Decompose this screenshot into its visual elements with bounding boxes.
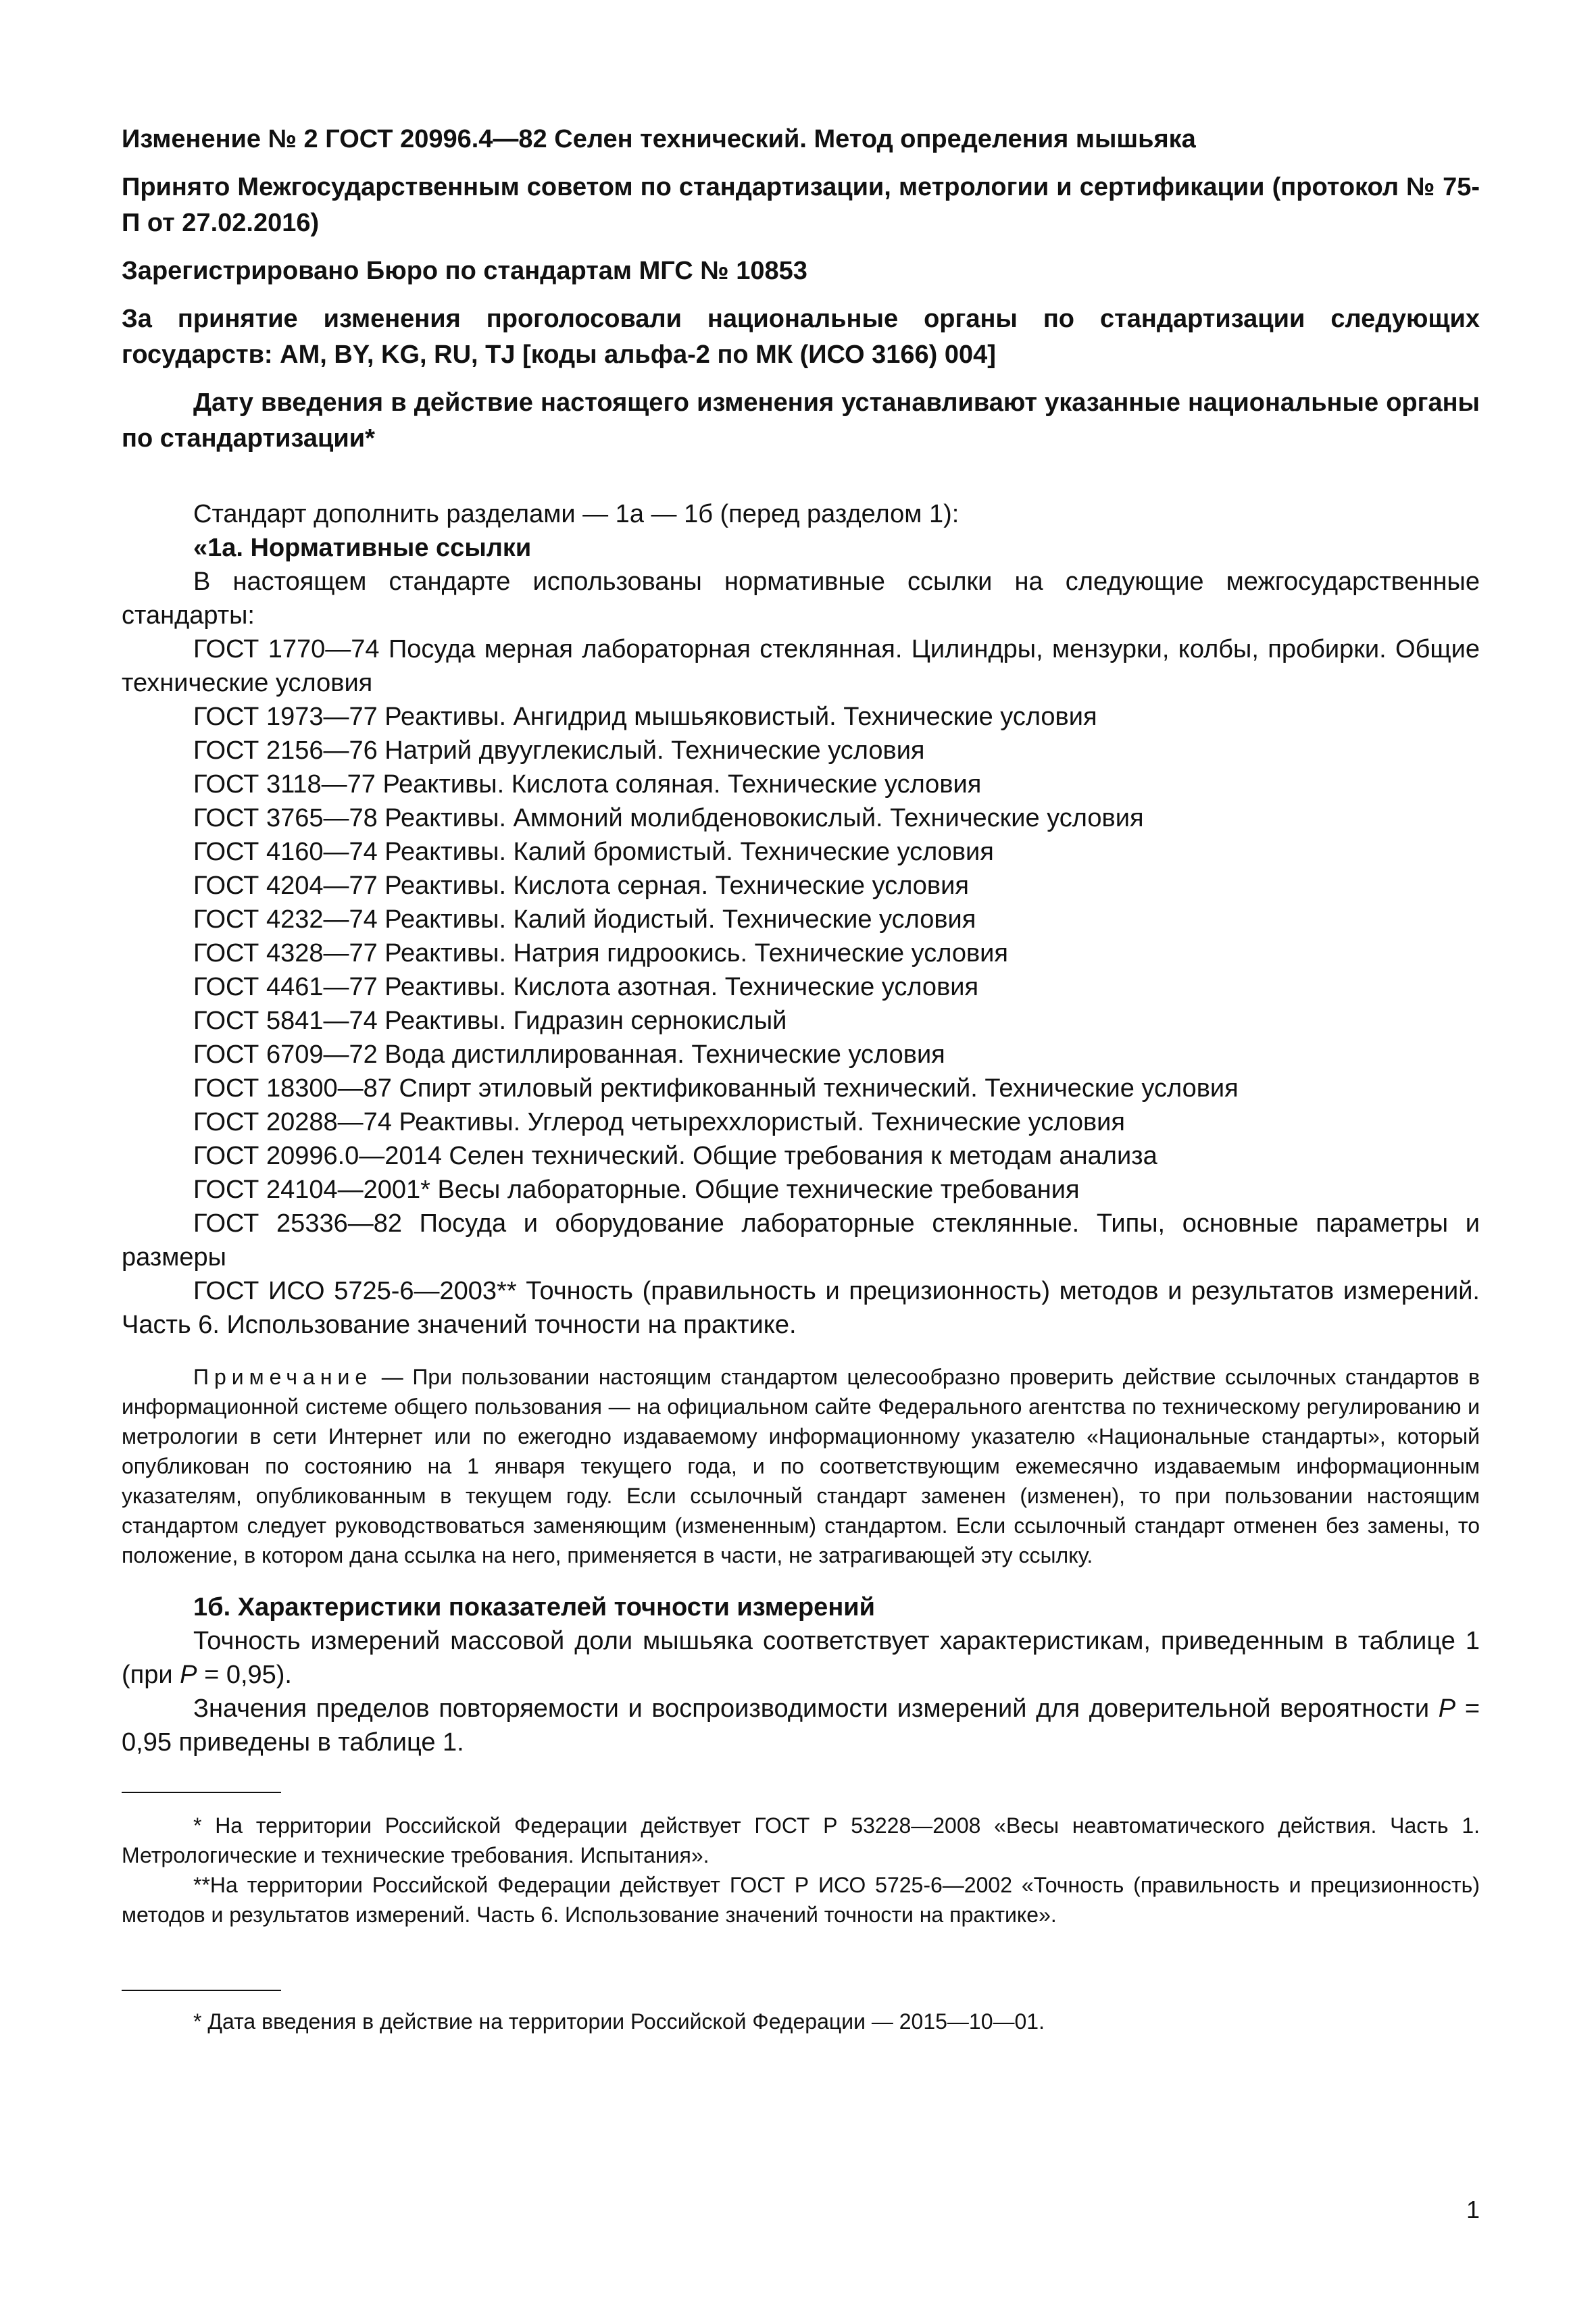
reference-item: ГОСТ 3765—78 Реактивы. Аммоний молибденовокислый. Технические условия (193, 804, 1144, 832)
reference-item: ГОСТ 5841—74 Реактивы. Гидразин сернокислый (193, 1007, 787, 1035)
limits-paragraph: Значения пределов повторяемости и воспроизводимости измерений для доверительной вероятности P = 0,95 приведены в таблице 1. (122, 1694, 1480, 1757)
section-1a-title: «1а. Нормативные ссылки (193, 534, 532, 562)
note-label: Примечание (193, 1365, 373, 1389)
footnotes-block (122, 1811, 1480, 1930)
adoption-statement: Принято Межгосударственным советом по стандартизации, метрологии и сертификации (протокол № 75-П от 27.02.2016) (122, 173, 1480, 237)
footnote-2: **На территории Российской Федерации действует ГОСТ Р ИСО 5725-6—2002 «Точность (правильность и прецизионность) методов и результатов измерений. Часть 6. Использование значений точности на практике». (122, 1873, 1480, 1927)
reference-item: ГОСТ 1973—77 Реактивы. Ангидрид мышьяковистый. Технические условия (193, 703, 1097, 731)
section-1a-lead: В настоящем стандарте использованы нормативные ссылки на следующие межгосударственные стандарты: (122, 568, 1480, 630)
reference-list (122, 632, 1480, 1342)
reference-item: ГОСТ 2156—76 Натрий двууглекислый. Технические условия (193, 736, 925, 765)
note-paragraph (122, 1362, 1480, 1570)
footnote-separator (122, 1792, 281, 1793)
reference-item: ГОСТ 6709—72 Вода дистиллированная. Технические условия (193, 1040, 945, 1069)
intro-paragraph: Стандарт дополнить разделами — 1а — 1б (перед разделом 1): (193, 500, 959, 528)
note-text: — При пользовании настоящим стандартом целесообразно проверить действие ссылочных стандартов в информационной системе общего пользования — на официальном сайте Федерального агентства по техническому регулированию и метрологии в сети Интернет или по ежегодно издаваемому информационному указателю «Национальные стандарты», который опубликован по состоянию на 1 января текущего года, и по соответствующим ежемесячно издаваемым информационным указателям, опубликованным в текущем году. Если ссылочный стандарт заменен (изменен), то при пользовании настоящим стандартом следует руководствоваться заменяющим (измененным) стандартом. Если ссылочный стандарт отменен без замены, то положение, в котором дана ссылка на него, применяется в части, не затрагивающей эту ссылку. (122, 1365, 1480, 1567)
reference-item: ГОСТ 24104—2001* Весы лабораторные. Общие технические требования (193, 1176, 1080, 1204)
reference-item: ГОСТ 18300—87 Спирт этиловый ректификованный технический. Технические условия (193, 1074, 1239, 1103)
voting-statement: За принятие изменения проголосовали национальные органы по стандартизации следующих государств: AM, BY, KG, RU, TJ [коды альфа-2 по МК (ИСО 3166) 004] (122, 305, 1480, 369)
footnote-1: * На территории Российской Федерации действует ГОСТ Р 53228—2008 «Весы неавтоматического действия. Часть 1. Метрологические и технические требования. Испытания». (122, 1813, 1480, 1867)
reference-item: ГОСТ 25336—82 Посуда и оборудование лабораторные стеклянные. Типы, основные параметры и размеры (122, 1209, 1480, 1272)
reference-item: ГОСТ 20996.0—2014 Селен технический. Общие требования к методам анализа (193, 1142, 1157, 1170)
reference-item: ГОСТ 1770—74 Посуда мерная лабораторная стеклянная. Цилиндры, мензурки, колбы, пробирки. Общие технические условия (122, 635, 1480, 697)
reference-item: ГОСТ 4461—77 Реактивы. Кислота азотная. Технические условия (193, 973, 979, 1001)
footnote-date-block (122, 2007, 1480, 2036)
reference-item: ГОСТ 4232—74 Реактивы. Калий йодистый. Технические условия (193, 905, 976, 934)
reference-item: ГОСТ ИСО 5725-6—2003** Точность (правильность и прецизионность) методов и результатов измерений. Часть 6. Использование значений точности на практике. (122, 1277, 1480, 1339)
reference-item: ГОСТ 4204—77 Реактивы. Кислота серная. Технические условия (193, 872, 969, 900)
page-number: 1 (1466, 2196, 1480, 2223)
amendment-title: Изменение № 2 ГОСТ 20996.4—82 Селен технический. Метод определения мышьяка (122, 125, 1196, 153)
registration-statement: Зарегистрировано Бюро по стандартам МГС № 10853 (122, 257, 807, 285)
footnote-separator-2 (122, 1990, 281, 1991)
section-1b-title: 1б. Характеристики показателей точности измерений (193, 1593, 875, 1621)
reference-item: ГОСТ 4328—77 Реактивы. Натрия гидроокись. Технические условия (193, 939, 1008, 967)
reference-item: ГОСТ 20288—74 Реактивы. Углерод четыреххлористый. Технические условия (193, 1108, 1125, 1136)
effective-date-statement: Дату введения в действие настоящего изменения устанавливают указанные национальные органы по стандартизации* (122, 388, 1480, 453)
document-page (122, 122, 1480, 1759)
reference-item: ГОСТ 4160—74 Реактивы. Калий бромистый. Технические условия (193, 838, 994, 866)
footnote-3: * Дата введения в действие на территории Российской Федерации — 2015—10—01. (193, 2009, 1045, 2034)
reference-item: ГОСТ 3118—77 Реактивы. Кислота соляная. Технические условия (193, 770, 982, 799)
accuracy-paragraph: Точность измерений массовой доли мышьяка соответствует характеристикам, приведенным в таблице 1 (при P = 0,95). (122, 1627, 1480, 1689)
